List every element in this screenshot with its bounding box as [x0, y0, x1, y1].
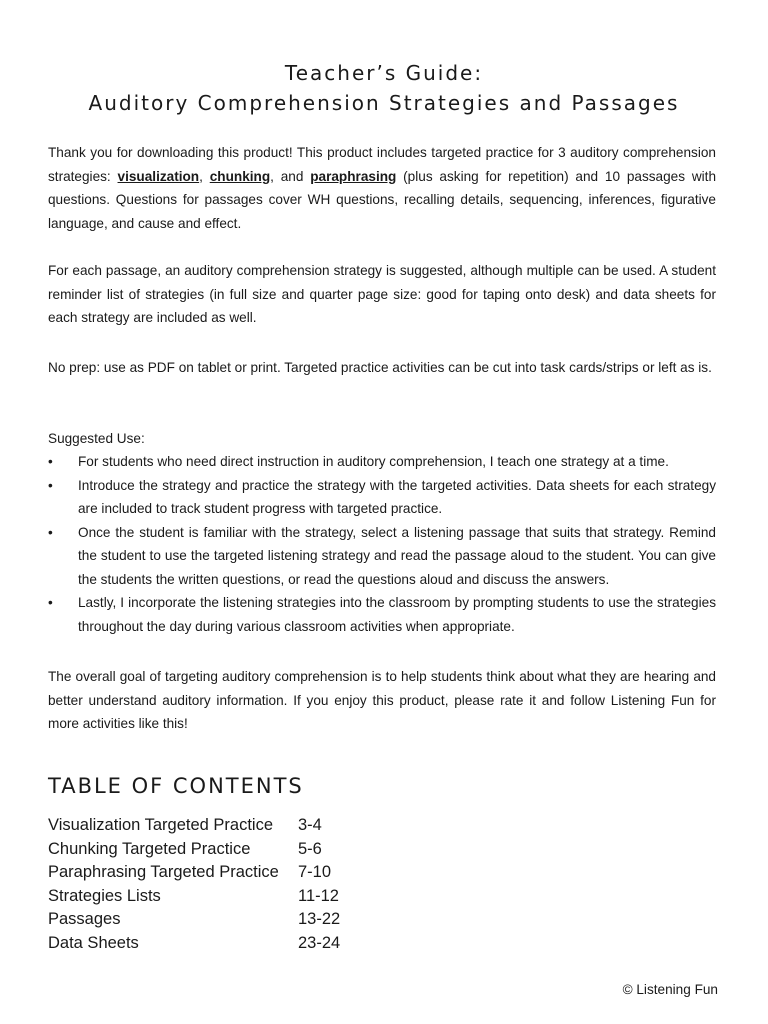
intro-separator-1: , [199, 168, 210, 184]
toc-entry-pages: 3-4 [298, 816, 322, 834]
goal-paragraph: The overall goal of targeting auditory comprehension is to help students think about what they are hearing and better understand auditory information. If you enjoy this product, please rate it and follow Listening Fun for more activities like this! [48, 669, 716, 731]
list-item-text: Introduce the strategy and practice the strategy with the targeted activities. Data sheets for each strategy are included to track student progress with targeted practice. [78, 477, 716, 516]
list-item [48, 521, 716, 592]
bullet-icon: • [48, 524, 53, 540]
passage-strategy-paragraph: For each passage, an auditory comprehension strategy is suggested, although multiple can be used. A student reminder list of strategies (in full size and quarter page size: good for taping onto desk) and data sheets for each strategy are included as well. [48, 263, 716, 325]
list-item [48, 450, 716, 474]
toc-entry-name: Strategies Lists [48, 886, 161, 905]
toc-entry-name: Visualization Targeted Practice [48, 816, 274, 834]
toc-entry-pages: 11-12 [298, 886, 339, 905]
toc-entry-name: Passages [48, 910, 121, 928]
bullet-icon: • [48, 477, 53, 493]
toc-entry-pages: 23-24 [298, 933, 341, 952]
list-item-text: Once the student is familiar with the strategy, select a listening passage that suits that strategy. Remind the student to use the targeted listening strategy and read the passage aloud to the student. You can give the students the written questions, or read the questions aloud and discuss the answers. [78, 524, 716, 587]
toc-entry-pages: 13-22 [298, 910, 341, 928]
list-item [48, 474, 716, 521]
toc-entry-name: Chunking Targeted Practice [48, 839, 251, 858]
list-item-text: For students who need direct instruction in auditory comprehension, I teach one strategy at a time. [78, 454, 669, 469]
toc-title: TABLE OF CONTENTS [48, 774, 304, 798]
title-line-1: Teacher’s Guide: [284, 61, 484, 85]
intro-separator-2: , and [270, 168, 311, 184]
document-title [0, 58, 768, 118]
bullet-icon: • [48, 454, 53, 469]
toc-entry-pages: 5-6 [298, 839, 322, 858]
suggested-use-heading: Suggested Use: [48, 431, 145, 446]
strategy-visualization: visualization [117, 168, 200, 184]
list-item-text: Lastly, I incorporate the listening strategies into the classroom by prompting students to use the strategies throughout the day during various classroom activities when appropriate. [78, 595, 716, 634]
list-item [48, 591, 716, 638]
toc-entry-name: Data Sheets [48, 933, 139, 952]
toc-entry-pages: 7-10 [298, 863, 332, 881]
intro-text-start: Thank you for downloading this product! This product includes targeted practice for 3 auditory comprehension strategies: [48, 145, 716, 184]
strategy-paraphrasing: paraphrasing [310, 168, 397, 184]
no-prep-paragraph: No prep: use as PDF on tablet or print. Targeted practice activities can be cut into task cards/strips or left as is. [48, 360, 712, 375]
intro-text-end: (plus asking for repetition) and 10 passages with questions. Questions for passages cover WH questions, recalling details, sequencing, inferences, figurative language, and cause and effect. [48, 168, 717, 231]
strategy-chunking: chunking [209, 168, 271, 184]
title-line-2: Auditory Comprehension Strategies and Passages [88, 91, 680, 115]
toc-entry-name: Paraphrasing Targeted Practice [48, 863, 279, 881]
intro-paragraph [48, 141, 716, 235]
suggested-use-list [48, 450, 716, 638]
bullet-icon: • [48, 595, 53, 610]
copyright-footer: © Listening Fun [622, 982, 718, 997]
